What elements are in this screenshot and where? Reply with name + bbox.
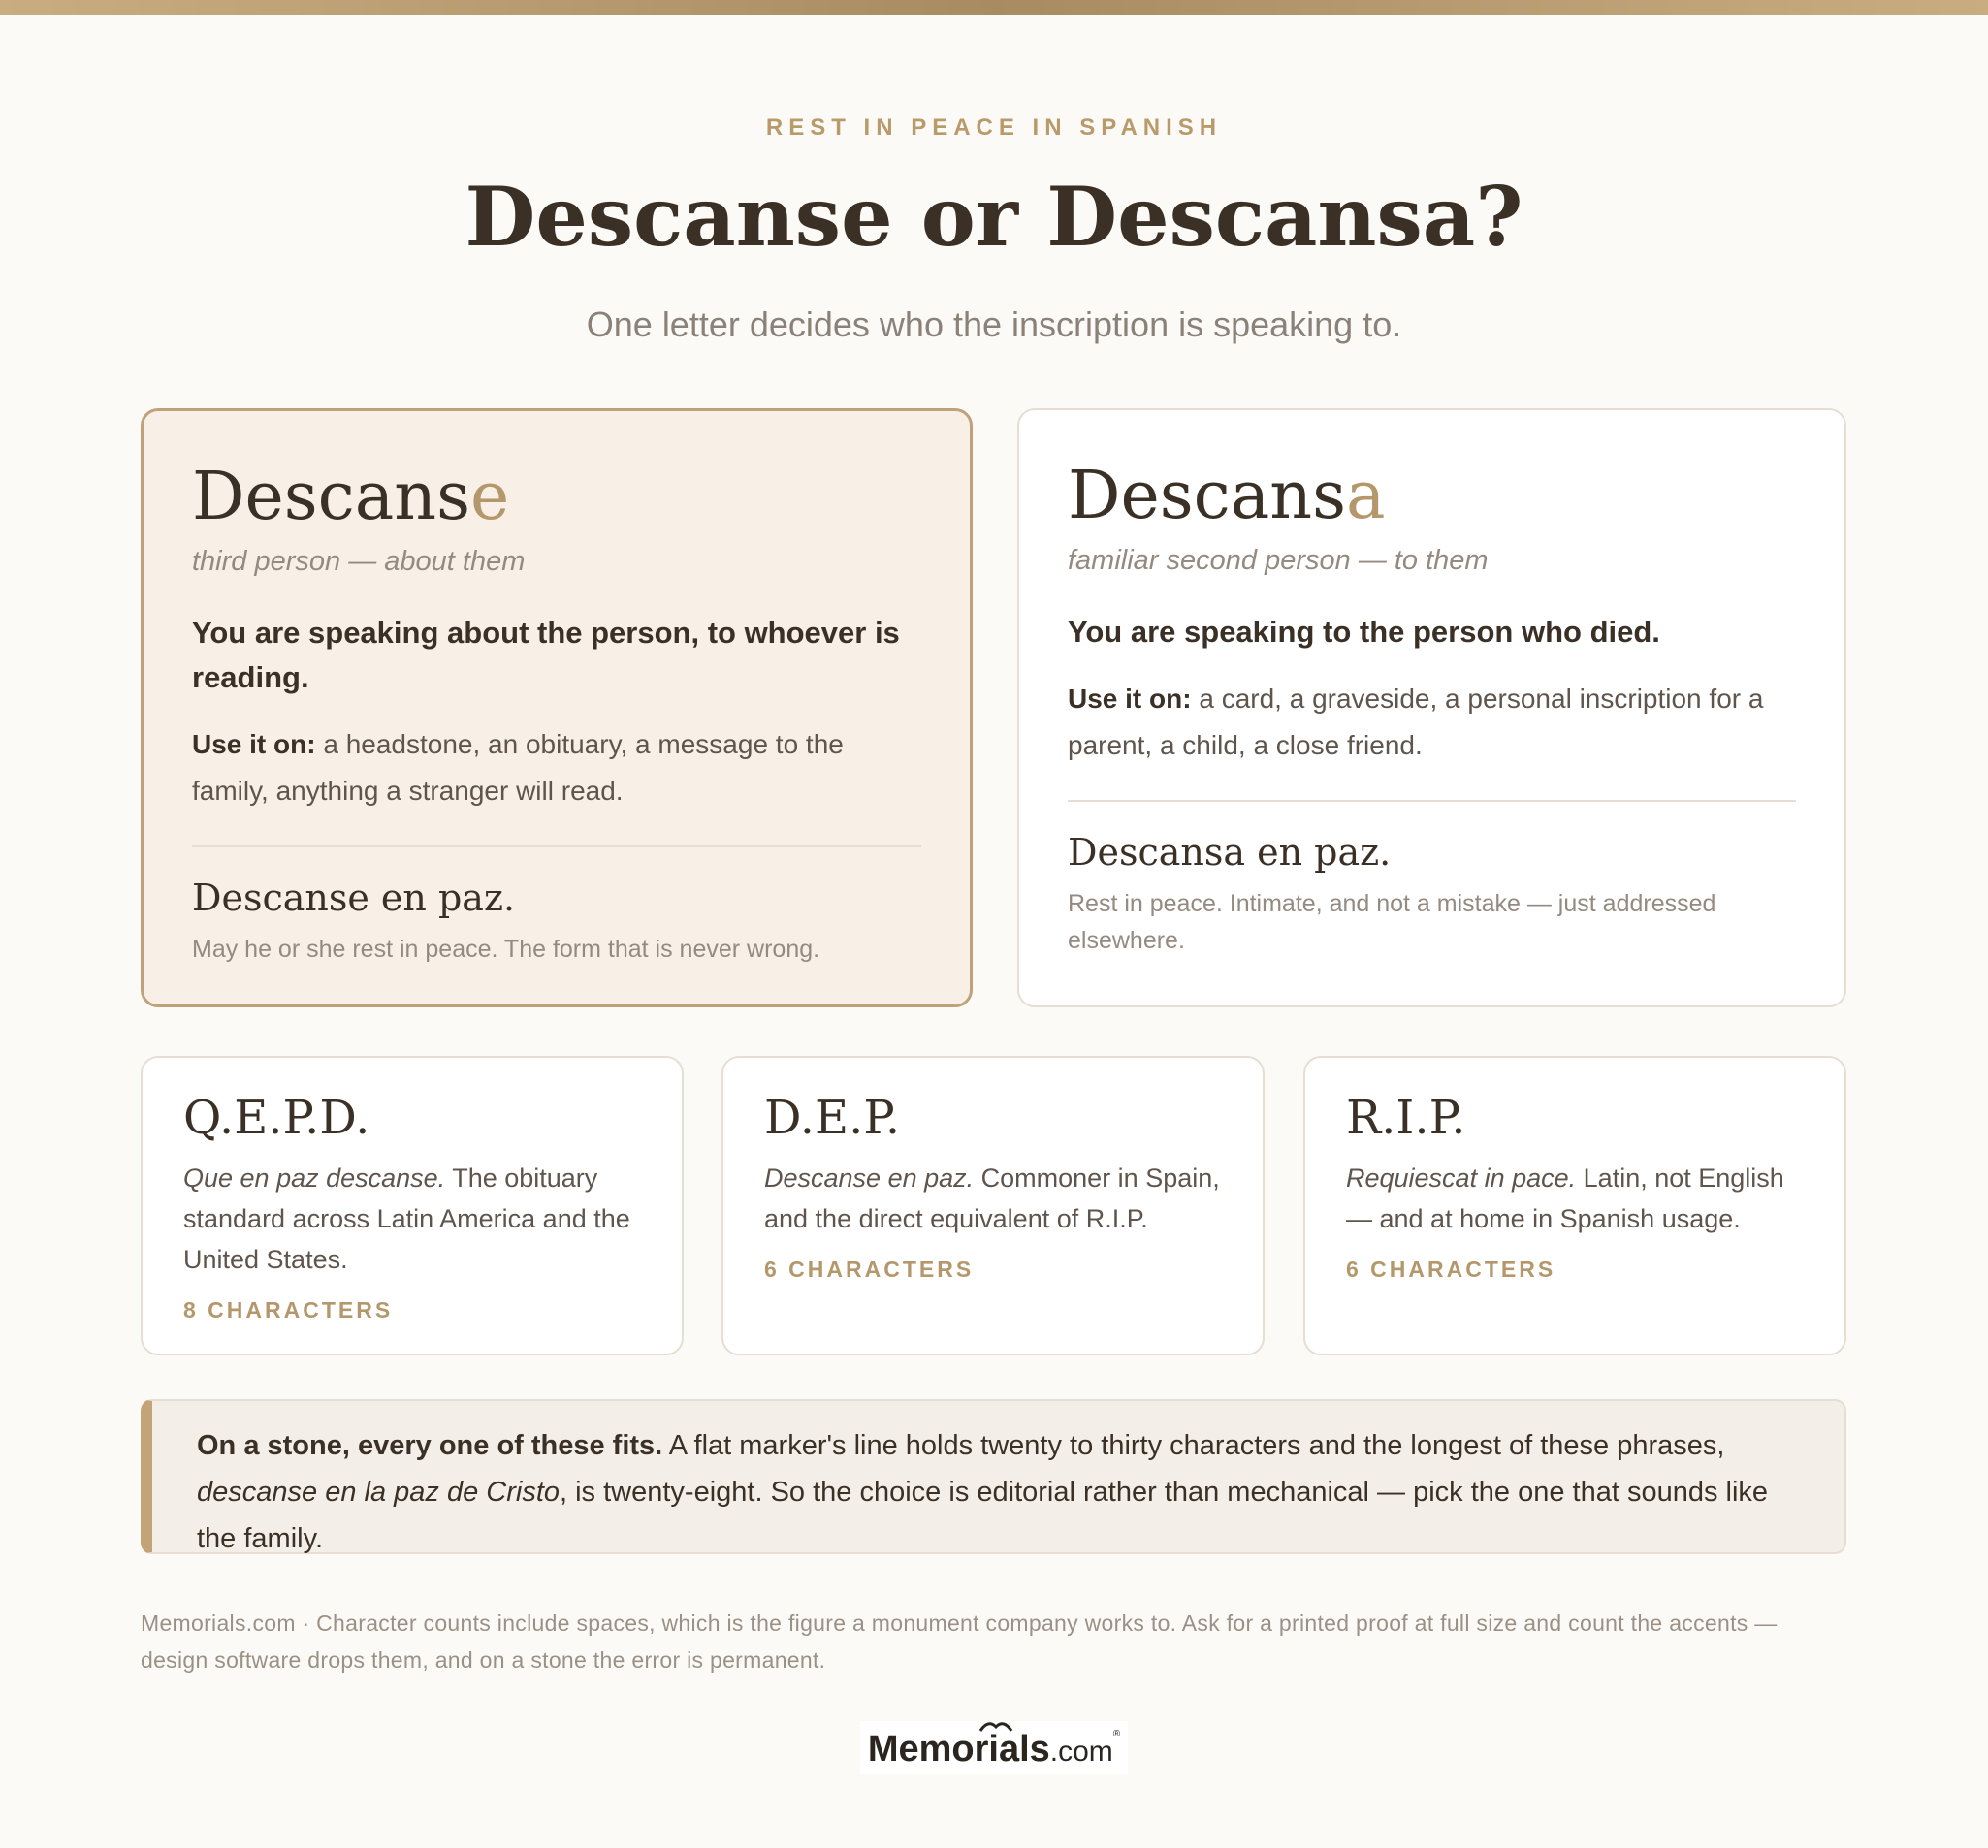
card-heading — [1068, 458, 1796, 534]
divider — [192, 845, 921, 847]
abbreviation: D.E.P. — [764, 1091, 901, 1145]
footer-note: Memorials.com · Character counts include spaces, which is the figure a monument company works to. Ask for a printed proof at full size and count the accents — design software drops them, and on a stone the error is permanent. — [141, 1610, 1778, 1673]
callout-text — [197, 1422, 1806, 1562]
logo-registered-mark: ® — [1112, 1729, 1121, 1739]
abbreviation: R.I.P. — [1346, 1091, 1466, 1145]
callout-bold: On a stone, every one of these fits. — [197, 1430, 663, 1461]
abbreviation: Q.E.P.D. — [183, 1091, 370, 1145]
use-label: Use it on: — [1068, 683, 1192, 714]
use-text: a card, a graveside, a personal inscription for a parent, a child, a close friend. — [1068, 683, 1764, 760]
abbr-card-qepd — [141, 1056, 684, 1355]
card-lead: You are speaking to the person who died. — [1068, 614, 1660, 649]
abbreviation-expansion: Descanse en paz. — [764, 1163, 975, 1193]
logo-suffix: .com — [1049, 1736, 1113, 1768]
top-accent-bar — [0, 0, 1988, 15]
subtitle: One letter decides who the inscription is speaking to. — [586, 304, 1402, 344]
eyebrow: REST IN PEACE IN SPANISH — [765, 114, 1223, 141]
phrase-note: Rest in peace. Intimate, and not a mistake — just addressed elsewhere. — [1068, 889, 1716, 954]
abbreviation-text: Latin, not English — and at home in Spanish usage. — [1346, 1163, 1784, 1233]
heading-stem: Descans — [1068, 458, 1346, 534]
character-count: 6 CHARACTERS — [1346, 1256, 1556, 1282]
card-heading — [192, 459, 921, 535]
character-count: 8 CHARACTERS — [183, 1296, 394, 1322]
grammatical-person: third person — about them — [192, 545, 526, 577]
use-it-on — [192, 721, 921, 814]
page-title: Descanse or Descansa? — [465, 169, 1523, 265]
memorials-logo[interactable] — [0, 1721, 1988, 1774]
abbreviation-description — [764, 1158, 1224, 1239]
use-it-on — [1068, 676, 1796, 769]
logo-wordmark — [860, 1721, 1128, 1774]
divider — [1068, 800, 1796, 802]
phrase-note: May he or she rest in peace. The form that is never wrong. — [192, 935, 820, 963]
abbreviation-text: Commoner in Spain, and the direct equivalent of R.I.P. — [764, 1163, 1220, 1233]
callout-text-1: A flat marker's line holds twenty to thirty characters and the longest of these phrases, — [662, 1430, 1725, 1461]
abbr-card-dep — [721, 1056, 1265, 1355]
stone-fit-callout — [141, 1399, 1846, 1554]
card-descanse — [141, 408, 973, 1007]
logo-main-text: Memorials — [867, 1729, 1050, 1769]
use-label: Use it on: — [192, 728, 316, 759]
use-text: a headstone, an obituary, a message to the family, anything a stranger will read. — [192, 728, 844, 806]
abbr-card-rip — [1303, 1056, 1846, 1355]
abbreviation-expansion: Que en paz descanse. — [183, 1163, 446, 1193]
card-descansa — [1017, 408, 1846, 1007]
bird-icon — [978, 1717, 1013, 1733]
abbreviation-expansion: Requiescat in pace. — [1346, 1163, 1577, 1193]
abbreviation-description — [1346, 1158, 1806, 1239]
heading-accent-letter: a — [1345, 458, 1386, 534]
phrase: Descansa en paz. — [1068, 830, 1392, 874]
character-count: 6 CHARACTERS — [764, 1256, 975, 1282]
callout-italic: descanse en la paz de Cristo — [197, 1477, 560, 1508]
abbreviation-text: The obituary standard across Latin America and the United States. — [183, 1163, 630, 1274]
abbreviation-description — [183, 1158, 643, 1280]
heading-stem: Descans — [192, 459, 470, 535]
heading-accent-letter: e — [469, 459, 510, 535]
phrase: Descanse en paz. — [192, 876, 516, 919]
grammatical-person: familiar second person — to them — [1068, 544, 1489, 576]
callout-text-2: , is twenty-eight. So the choice is editorial rather than mechanical — pick the one that sounds like the family. — [197, 1477, 1769, 1554]
card-lead: You are speaking about the person, to whoever is reading. — [192, 615, 900, 694]
